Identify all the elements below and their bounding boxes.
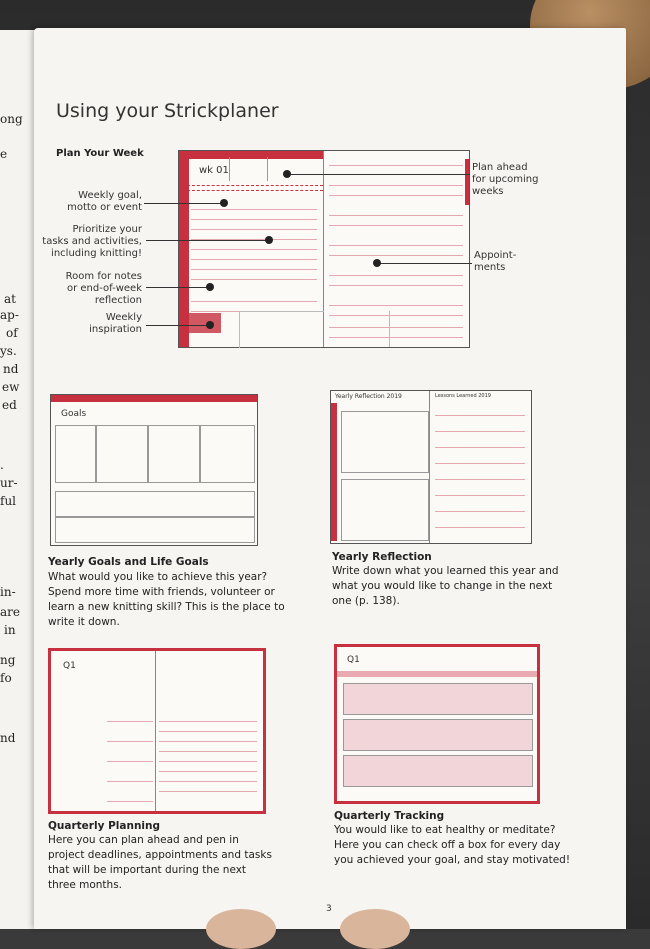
planning-line — [107, 801, 153, 802]
left-thumb — [206, 909, 276, 949]
tracking-body — [334, 823, 570, 868]
callout-dot — [220, 199, 228, 207]
planning-line — [107, 741, 153, 742]
left-page-fragment: nd — [0, 731, 16, 745]
spread-line — [329, 315, 463, 316]
body-line: What would you like to achieve this year? — [48, 571, 268, 583]
body-line: write it down. — [48, 616, 120, 628]
left-page-fragment: ap- — [0, 308, 19, 322]
label-inspiration — [34, 312, 142, 336]
reflection-line — [435, 527, 525, 528]
reflection-line — [435, 495, 525, 496]
reflection-thumb-title: Yearly Reflection 2019 — [335, 393, 402, 400]
planning-line — [159, 771, 257, 772]
label-line: Plan ahead — [472, 162, 528, 173]
label-line: inspiration — [89, 324, 142, 335]
planning-heading: Quarterly Planning — [48, 820, 161, 832]
left-page-fragment: e — [0, 147, 8, 161]
spread-line — [329, 195, 463, 196]
reflection-cell — [341, 479, 429, 541]
planning-line — [159, 761, 257, 762]
goals-thumb-title: Goals — [61, 409, 87, 419]
spread-line — [329, 245, 463, 246]
goals-cell — [55, 425, 97, 483]
spread-line — [191, 301, 317, 302]
callout-dot — [283, 170, 291, 178]
left-page-fragment: at — [4, 292, 16, 306]
spread-line — [329, 285, 463, 286]
callout-dot — [206, 283, 214, 291]
label-line: Prioritize your — [72, 224, 142, 235]
body-line: Here you can check off a box for every day — [334, 839, 561, 851]
planning-thumbnail — [48, 648, 266, 814]
planning-line — [159, 721, 257, 722]
reflection-line — [435, 479, 525, 480]
left-page-fragment: ew — [2, 380, 20, 394]
reflection-red-strip — [331, 403, 337, 541]
label-line: or end-of-week — [66, 283, 142, 294]
spread-line — [329, 305, 463, 306]
left-page-fragment: ur- — [0, 476, 18, 490]
spread-line — [329, 327, 463, 328]
goals-red-header — [51, 395, 257, 402]
planning-thumb-title: Q1 — [63, 661, 76, 671]
spread-line — [329, 255, 463, 256]
booklet-page — [34, 28, 626, 929]
label-line: for upcoming — [472, 174, 539, 185]
callout-dot — [206, 321, 214, 329]
left-page-fragment: of — [6, 326, 18, 340]
planning-line — [159, 751, 257, 752]
left-page-fragment: ful — [0, 494, 17, 508]
label-line: Weekly — [105, 312, 142, 323]
spread-line — [329, 215, 463, 216]
label-line: Room for notes — [65, 271, 142, 282]
planning-line — [159, 731, 257, 732]
left-page-fragment: ong — [0, 112, 23, 126]
spread-line — [329, 337, 463, 338]
spread-line — [191, 249, 317, 250]
plan-week-heading: Plan Your Week — [56, 148, 144, 159]
spread-line — [329, 165, 463, 166]
leader-line — [288, 174, 470, 175]
label-prioritize — [34, 224, 142, 260]
label-line: ments — [474, 262, 506, 273]
label-line: Weekly goal, — [78, 190, 142, 201]
planning-line — [107, 781, 153, 782]
label-weekly-goal — [34, 190, 142, 214]
planning-line — [107, 761, 153, 762]
body-line: that will be important during the next — [48, 864, 247, 876]
tracking-row — [343, 755, 533, 787]
label-line: including knitting! — [51, 248, 142, 259]
left-page-fragment: fo — [0, 671, 12, 685]
spread-line — [329, 225, 463, 226]
reflection-line — [435, 431, 525, 432]
reflection-body — [332, 564, 559, 609]
leader-line — [146, 287, 210, 288]
left-page-fragment: . — [0, 458, 4, 472]
goals-heading: Yearly Goals and Life Goals — [48, 556, 209, 568]
reflection-fold — [429, 391, 430, 543]
goals-cell — [95, 425, 149, 483]
tracking-row — [343, 683, 533, 715]
body-line: one (p. 138). — [332, 595, 400, 607]
callout-dot — [265, 236, 273, 244]
body-line: You would like to eat healthy or meditate? — [334, 824, 556, 836]
spread-col — [229, 157, 230, 181]
leader-line — [146, 325, 208, 326]
reflection-thumbnail — [330, 390, 532, 544]
label-line: weeks — [472, 186, 504, 197]
right-thumb — [340, 909, 410, 949]
reflection-line — [435, 415, 525, 416]
goals-cell — [199, 425, 255, 483]
tracking-row — [343, 719, 533, 751]
reflection-heading: Yearly Reflection — [332, 551, 432, 563]
reflection-line — [435, 447, 525, 448]
tracking-thumb-title: Q1 — [347, 655, 360, 665]
leader-line — [378, 263, 472, 264]
spread-box — [239, 311, 324, 348]
label-line: tasks and activities, — [42, 236, 142, 247]
reflection-cell — [341, 411, 429, 473]
leader-line — [146, 240, 266, 241]
spread-col — [267, 157, 268, 181]
left-page-fragment: ed — [2, 398, 17, 412]
label-appointments — [474, 250, 516, 274]
body-line: Write down what you learned this year and — [332, 565, 559, 577]
body-line: Here you can plan ahead and pen in — [48, 834, 239, 846]
label-line: reflection — [94, 295, 142, 306]
planning-line — [159, 741, 257, 742]
spread-line — [329, 275, 463, 276]
spread-red-header — [179, 151, 323, 159]
goals-cell — [55, 517, 255, 543]
planning-line — [159, 791, 257, 792]
leader-line — [144, 203, 224, 204]
spread-line — [191, 209, 317, 210]
reflection-line — [435, 463, 525, 464]
week-label: wk 01 — [199, 165, 229, 176]
planning-line — [107, 721, 153, 722]
label-line: Appoint- — [474, 250, 517, 261]
inspiration-image — [187, 313, 221, 333]
body-line: three months. — [48, 879, 123, 891]
goals-cell — [55, 491, 255, 517]
lessons-thumb-title: Lessons Learned 2019 — [435, 393, 491, 399]
spread-line — [191, 259, 317, 260]
left-page-fragment: ng — [0, 653, 16, 667]
body-line: what you would like to change in the next — [332, 580, 553, 592]
spread-line — [191, 229, 317, 230]
label-plan-ahead — [472, 162, 538, 198]
spread-tracker-row — [187, 185, 323, 191]
spread-line — [191, 279, 317, 280]
left-page-fragment: in- — [0, 585, 16, 599]
left-page-fragment: nd — [3, 362, 19, 376]
label-notes — [34, 271, 142, 307]
body-line: learn a new knitting skill? This is the place to — [48, 601, 285, 613]
body-line: Spend more time with friends, volunteer or — [48, 586, 275, 598]
tracking-thumbnail — [334, 644, 540, 804]
left-page-fragment: are — [0, 605, 20, 619]
label-line: motto or event — [67, 202, 142, 213]
planning-fold — [155, 651, 156, 811]
spread-col — [389, 311, 390, 347]
planning-body — [48, 833, 272, 893]
left-page-fragment: in — [4, 623, 16, 637]
planning-line — [159, 781, 257, 782]
goals-cell — [147, 425, 201, 483]
callout-dot — [373, 259, 381, 267]
body-line: you achieved your goal, and stay motivated! — [334, 854, 571, 866]
spread-line — [329, 185, 463, 186]
reflection-line — [435, 511, 525, 512]
spread-line — [191, 219, 317, 220]
body-line: project deadlines, appointments and tasks — [48, 849, 272, 861]
weekly-spread-thumbnail — [178, 150, 470, 348]
left-page-fragment: ys. — [0, 344, 17, 358]
goals-body — [48, 570, 285, 630]
tracking-heading: Quarterly Tracking — [334, 810, 445, 822]
spread-line — [191, 269, 317, 270]
spread-tab — [465, 159, 469, 205]
page-number: 3 — [326, 904, 332, 914]
tracking-band — [337, 671, 537, 677]
goals-thumbnail — [50, 394, 258, 546]
page-title: Using your Strickplaner — [56, 100, 279, 122]
